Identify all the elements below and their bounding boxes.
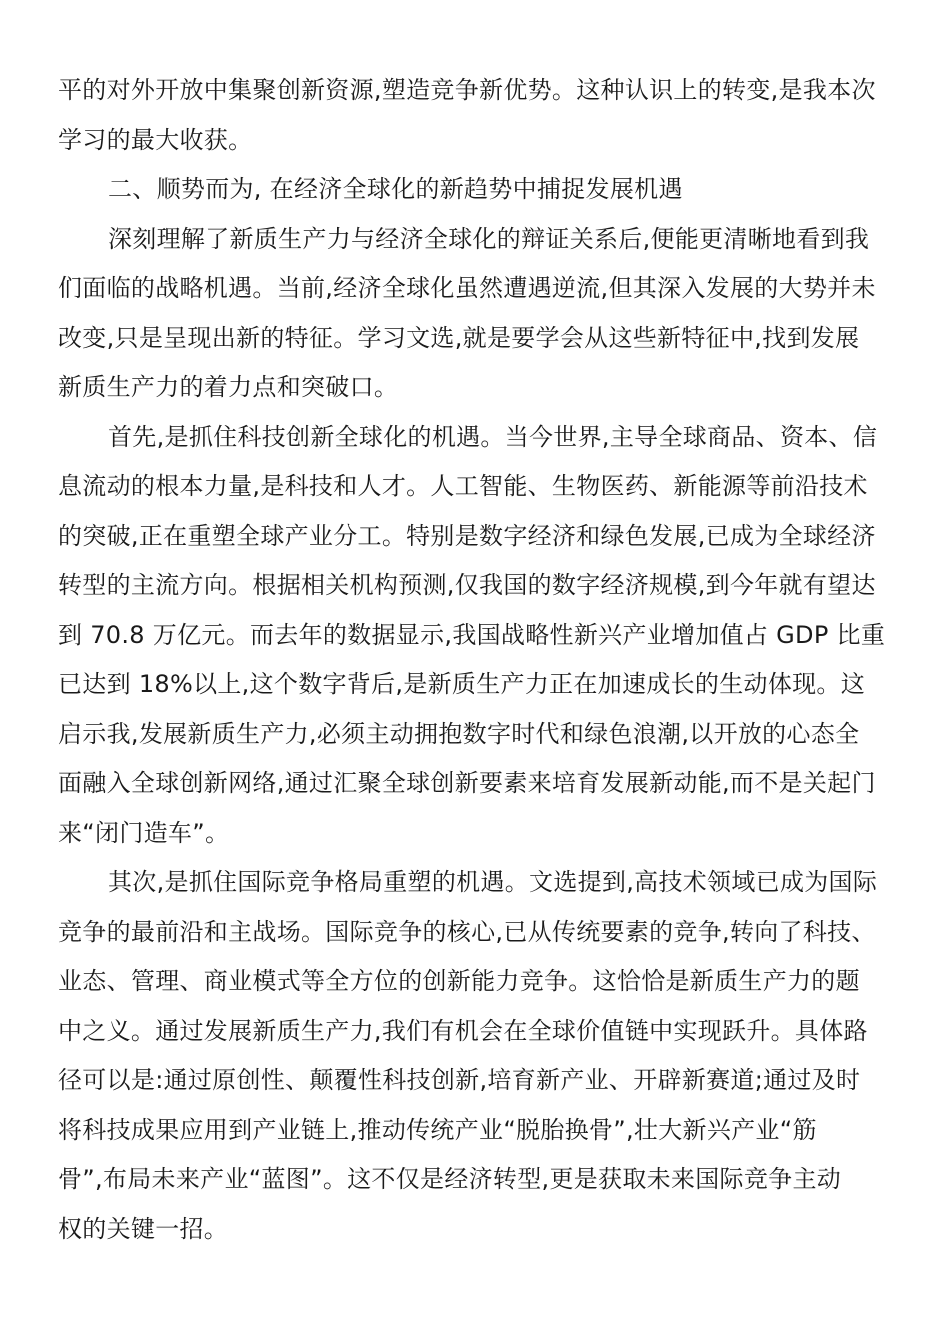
text-line: 竞争的最前沿和主战场。国际竞争的核心,已从传统要素的竞争,转向了科技、 bbox=[58, 917, 876, 946]
text-line: 到 70.8 万亿元。而去年的数据显示,我国战略性新兴产业增加值占 GDP 比重 bbox=[58, 620, 886, 649]
text-line: 学习的最大收获。 bbox=[58, 125, 253, 154]
text-line: 中之义。通过发展新质生产力,我们有机会在全球价值链中实现跃升。具体路 bbox=[58, 1016, 868, 1045]
text-line: 权的关键一招。 bbox=[58, 1214, 229, 1243]
text-line: 息流动的根本力量,是科技和人才。人工智能、生物医药、新能源等前沿技术 bbox=[58, 472, 868, 500]
text-line: 已达到 18%以上,这个数字背后,是新质生产力正在加速成长的生动体现。这 bbox=[58, 670, 866, 698]
paragraph-start-line: 深刻理解了新质生产力与经济全球化的辩证关系后,便能更清晰地看到我 bbox=[108, 224, 870, 253]
text-line: 面融入全球创新网络,通过汇聚全球创新要素来培育发展新动能,而不是关起门 bbox=[58, 769, 876, 797]
text-line: 转型的主流方向。根据相关机构预测,仅我国的数字经济规模,到今年就有望达 bbox=[58, 571, 876, 599]
text-line: 启示我,发展新质生产力,必须主动拥抱数字时代和绿色浪潮,以开放的心态全 bbox=[58, 719, 860, 748]
section-heading: 二、顺势而为, 在经济全球化的新趋势中捕捉发展机遇 bbox=[108, 175, 683, 203]
paragraph-start-line: 首先,是抓住科技创新全球化的机遇。当今世界,主导全球商品、资本、信 bbox=[108, 422, 878, 451]
text-line: 骨”,布局未来产业“蓝图”。这不仅是经济转型,更是获取未来国际竞争主动 bbox=[58, 1165, 842, 1193]
text-line: 们面临的战略机遇。当前,经济全球化虽然遭遇逆流,但其深入发展的大势并未 bbox=[58, 274, 876, 302]
text-line: 将科技成果应用到产业链上,推动传统产业“脱胎换骨”,壮大新兴产业“筋 bbox=[58, 1115, 817, 1144]
document-page bbox=[58, 66, 898, 1254]
text-line: 来“闭门造车”。 bbox=[58, 818, 230, 847]
text-line: 的突破,正在重塑全球产业分工。特别是数字经济和绿色发展,已成为全球经济 bbox=[58, 521, 876, 550]
text-line: 新质生产力的着力点和突破口。 bbox=[58, 373, 399, 401]
text-line: 改变,只是呈现出新的特征。学习文选,就是要学会从这些新特征中,找到发展 bbox=[58, 323, 860, 352]
text-line: 平的对外开放中集聚创新资源,塑造竞争新优势。这种认识上的转变,是我本次 bbox=[58, 76, 876, 104]
text-line: 业态、管理、商业模式等全方位的创新能力竞争。这恰恰是新质生产力的题 bbox=[58, 967, 860, 995]
text-line: 径可以是:通过原创性、颠覆性科技创新,培育新产业、开辟新赛道;通过及时 bbox=[58, 1066, 861, 1094]
paragraph-start-line: 其次,是抓住国际竞争格局重塑的机遇。文选提到,高技术领域已成为国际 bbox=[108, 868, 878, 896]
